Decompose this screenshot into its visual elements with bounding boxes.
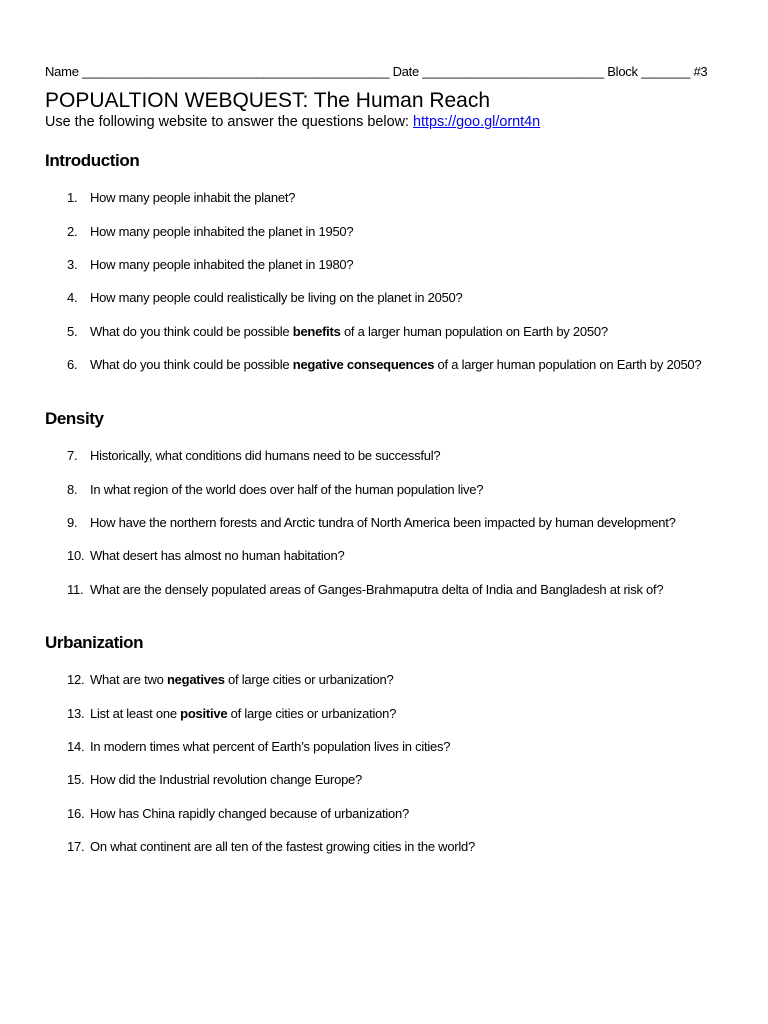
question-11 xyxy=(45,573,745,606)
question-17 xyxy=(45,830,745,863)
name-blank: ____________________________________________ xyxy=(82,64,390,79)
question-10 xyxy=(45,539,745,572)
date-blank: __________________________ xyxy=(422,64,604,79)
question-number: 3. xyxy=(67,257,78,273)
question-text: How has China rapidly changed because of urbanization? xyxy=(90,805,409,821)
question-text-end: of large cities or urbanization? xyxy=(224,672,394,688)
question-number: 16. xyxy=(67,805,85,821)
section-heading: Density xyxy=(45,409,104,428)
question-13 xyxy=(45,697,745,730)
question-text xyxy=(90,348,701,381)
question-4 xyxy=(45,281,745,314)
question-text-end: of a larger human population on Earth by 2050? xyxy=(434,357,702,373)
question-text: On what continent are all ten of the fastest growing cities in the world? xyxy=(90,839,475,855)
question-number: 13. xyxy=(67,705,85,721)
question-text-start: What are two xyxy=(90,672,167,688)
question-number: 2. xyxy=(67,223,78,239)
question-list xyxy=(45,171,745,382)
block-label: Block xyxy=(607,64,638,79)
block-number: #3 xyxy=(693,64,708,79)
page-title: POPUALTION WEBQUEST: The Human Reach xyxy=(45,89,491,112)
date-label: Date xyxy=(392,64,420,79)
question-7 xyxy=(45,439,745,472)
section-heading: Urbanization xyxy=(45,633,144,652)
question-text xyxy=(90,697,396,730)
question-15 xyxy=(45,763,745,796)
question-number: 12. xyxy=(67,672,85,688)
question-text: How many people inhabited the planet in 1950? xyxy=(90,223,354,239)
instructions-text: Use the following website to answer the questions below: xyxy=(45,114,413,130)
question-text: Historically, what conditions did humans need to be successful? xyxy=(90,448,441,464)
question-text xyxy=(90,663,393,696)
question-text: What desert has almost no human habitation? xyxy=(90,548,345,564)
question-number: 17. xyxy=(67,839,85,855)
question-text: In modern times what percent of Earth’s population lives in cities? xyxy=(90,739,451,755)
section-urbanization xyxy=(45,633,745,864)
question-number: 5. xyxy=(67,323,78,339)
question-text: How many people inhabit the planet? xyxy=(90,190,296,206)
website-link[interactable]: https://goo.gl/ornt4n xyxy=(412,114,541,130)
emphasis: positive xyxy=(180,705,228,721)
question-5 xyxy=(45,315,745,348)
question-number: 8. xyxy=(67,481,78,497)
section-introduction xyxy=(45,151,745,382)
question-number: 6. xyxy=(67,357,78,373)
question-2 xyxy=(45,215,745,248)
question-text-start: What do you think could be possible xyxy=(90,357,293,373)
section-heading: Introduction xyxy=(45,151,140,170)
question-9 xyxy=(45,506,745,539)
emphasis: negatives xyxy=(166,672,225,688)
question-14 xyxy=(45,730,745,763)
block-blank: _______ xyxy=(641,64,691,79)
question-3 xyxy=(45,248,745,281)
question-text-end: of large cities or urbanization? xyxy=(227,705,397,721)
student-info-line xyxy=(45,64,707,80)
question-1 xyxy=(45,181,745,214)
emphasis: negative consequences xyxy=(292,357,435,373)
question-text: How did the Industrial revolution change Europe? xyxy=(90,772,363,788)
question-number: 11. xyxy=(67,581,84,597)
question-text xyxy=(90,315,608,348)
instructions xyxy=(45,114,540,131)
question-text-start: List at least one xyxy=(90,705,181,721)
question-8 xyxy=(45,473,745,506)
question-text: How have the northern forests and Arctic tundra of North America been impacted by human development? xyxy=(90,515,676,531)
question-number: 7. xyxy=(67,448,78,464)
question-list xyxy=(45,429,745,606)
question-number: 10. xyxy=(67,548,85,564)
question-text: How many people inhabited the planet in 1980? xyxy=(90,257,354,273)
question-12 xyxy=(45,663,745,696)
section-density xyxy=(45,409,745,606)
question-number: 15. xyxy=(67,772,85,788)
question-text: In what region of the world does over half of the human population live? xyxy=(90,481,484,497)
question-number: 4. xyxy=(67,290,78,306)
name-label: Name xyxy=(45,64,79,79)
question-number: 14. xyxy=(67,739,85,755)
question-number: 9. xyxy=(67,515,78,531)
question-list xyxy=(45,653,745,864)
question-16 xyxy=(45,797,745,830)
question-6 xyxy=(45,348,745,381)
question-text-end: of a larger human population on Earth by 2050? xyxy=(340,323,608,339)
question-number: 1. xyxy=(67,190,78,206)
question-text-start: What do you think could be possible xyxy=(90,323,293,339)
question-text: What are the densely populated areas of Ganges-Brahmaputra delta of India and Bangladesh at risk of? xyxy=(90,581,664,597)
question-text: How many people could realistically be living on the planet in 2050? xyxy=(90,290,463,306)
emphasis: benefits xyxy=(292,323,341,339)
